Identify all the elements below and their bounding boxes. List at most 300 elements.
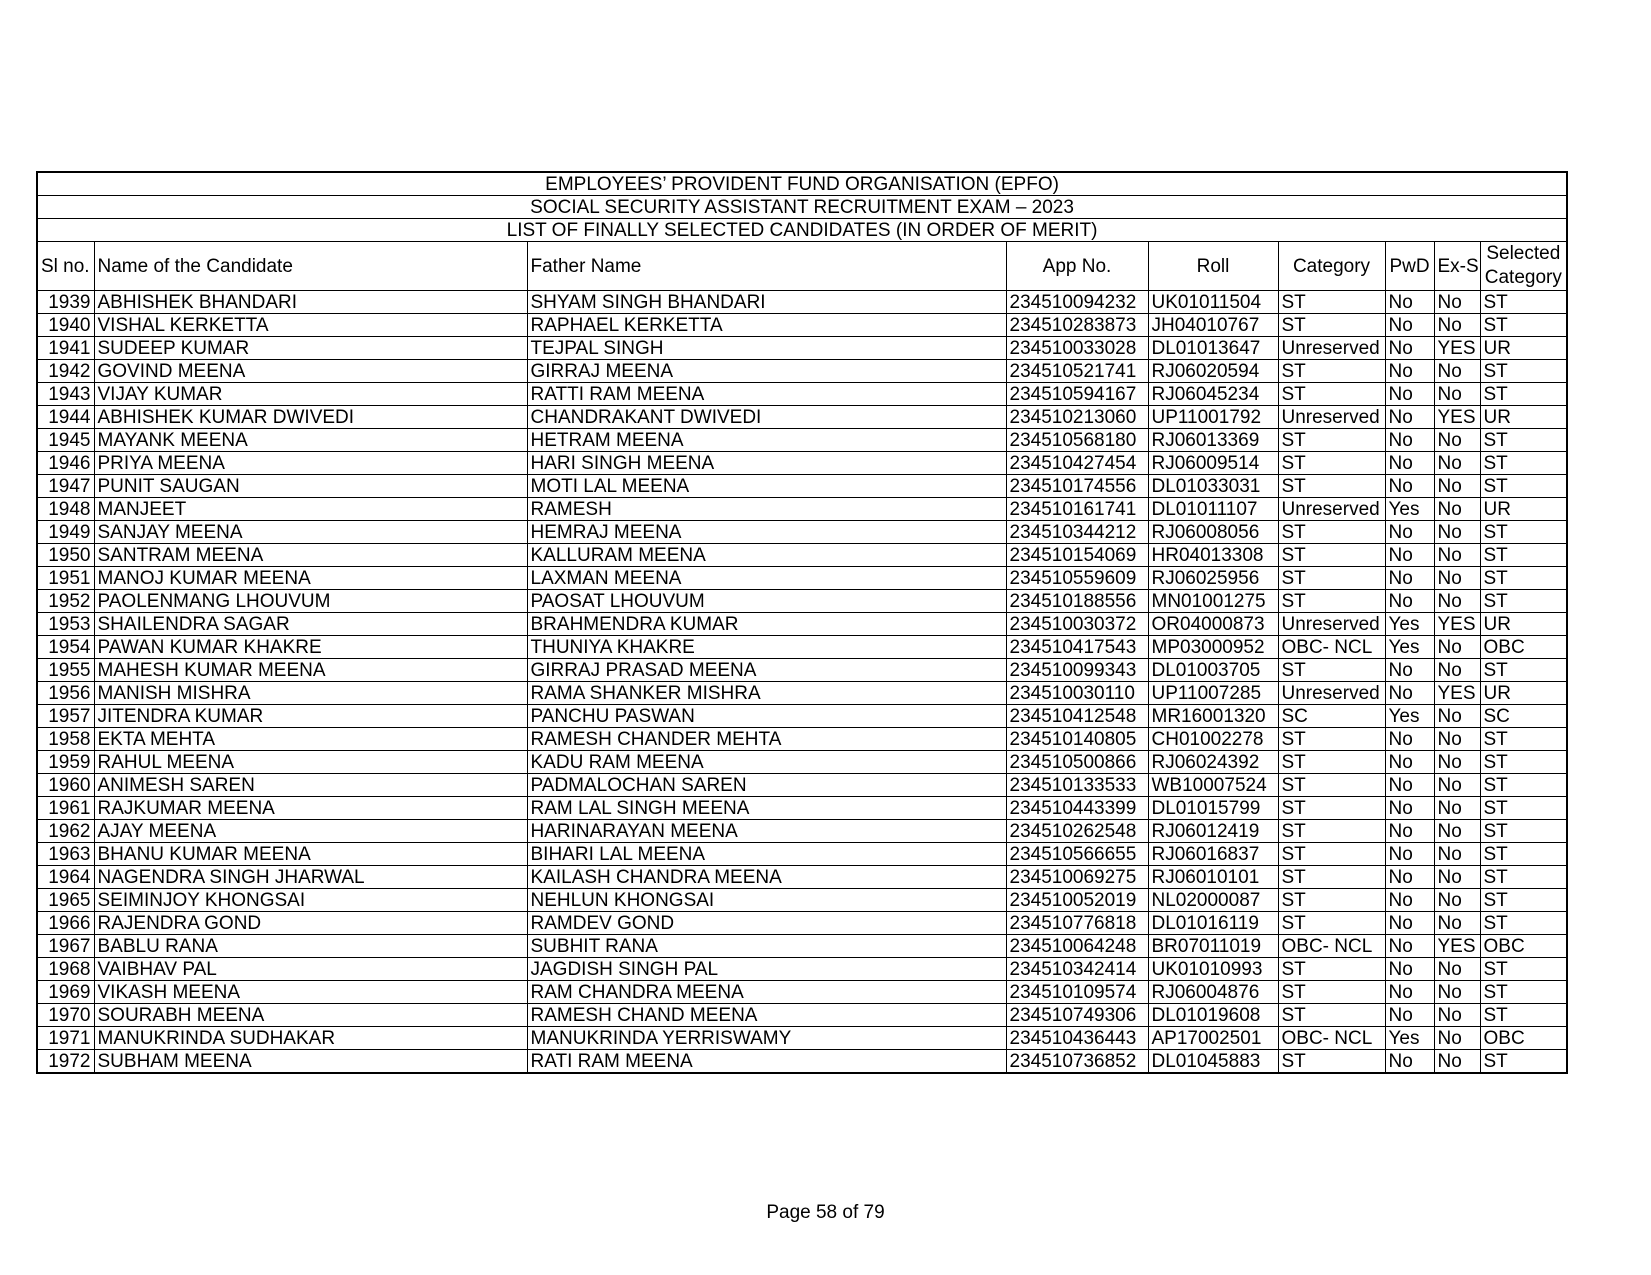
table-row: [37, 429, 1567, 452]
cell-ex-s: No: [1434, 475, 1480, 498]
cell-roll-no: HR04013308: [1148, 544, 1278, 567]
cell-ex-s: No: [1434, 429, 1480, 452]
cell-ex-s: No: [1434, 521, 1480, 544]
cell-category: ST: [1278, 521, 1385, 544]
cell-candidate-name: VAIBHAV PAL: [94, 958, 527, 981]
cell-father-name: RATI RAM MEENA: [527, 1050, 1006, 1074]
cell-app-no: 234510174556: [1006, 475, 1148, 498]
cell-father-name: GIRRAJ PRASAD MEENA: [527, 659, 1006, 682]
cell-pwd: No: [1385, 866, 1434, 889]
cell-category: ST: [1278, 475, 1385, 498]
cell-app-no: 234510566655: [1006, 843, 1148, 866]
cell-sl-no: 1971: [37, 1027, 94, 1050]
cell-selected-category: ST: [1480, 429, 1567, 452]
cell-category: ST: [1278, 452, 1385, 475]
cell-sl-no: 1954: [37, 636, 94, 659]
cell-ex-s: No: [1434, 912, 1480, 935]
cell-roll-no: DL01019608: [1148, 1004, 1278, 1027]
cell-roll-no: NL02000087: [1148, 889, 1278, 912]
table-row: [37, 567, 1567, 590]
cell-candidate-name: SANTRAM MEENA: [94, 544, 527, 567]
cell-sl-no: 1962: [37, 820, 94, 843]
cell-candidate-name: VISHAL KERKETTA: [94, 314, 527, 337]
cell-app-no: 234510427454: [1006, 452, 1148, 475]
cell-father-name: GIRRAJ MEENA: [527, 360, 1006, 383]
cell-category: Unreserved: [1278, 337, 1385, 360]
col-header-ex-s: Ex-S: [1434, 242, 1480, 291]
cell-ex-s: YES: [1434, 613, 1480, 636]
cell-app-no: 234510154069: [1006, 544, 1148, 567]
cell-category: Unreserved: [1278, 613, 1385, 636]
cell-roll-no: MN01001275: [1148, 590, 1278, 613]
cell-candidate-name: MANISH MISHRA: [94, 682, 527, 705]
cell-ex-s: No: [1434, 728, 1480, 751]
cell-ex-s: No: [1434, 498, 1480, 521]
cell-sl-no: 1961: [37, 797, 94, 820]
cell-category: ST: [1278, 383, 1385, 406]
cell-category: ST: [1278, 866, 1385, 889]
cell-app-no: 234510776818: [1006, 912, 1148, 935]
cell-ex-s: No: [1434, 1004, 1480, 1027]
cell-candidate-name: SUBHAM MEENA: [94, 1050, 527, 1074]
cell-app-no: 234510188556: [1006, 590, 1148, 613]
cell-candidate-name: PRIYA MEENA: [94, 452, 527, 475]
cell-sl-no: 1941: [37, 337, 94, 360]
cell-roll-no: RJ06016837: [1148, 843, 1278, 866]
cell-sl-no: 1966: [37, 912, 94, 935]
cell-roll-no: MR16001320: [1148, 705, 1278, 728]
cell-ex-s: YES: [1434, 406, 1480, 429]
cell-pwd: No: [1385, 337, 1434, 360]
cell-selected-category: ST: [1480, 843, 1567, 866]
cell-father-name: KADU RAM MEENA: [527, 751, 1006, 774]
cell-candidate-name: SHAILENDRA SAGAR: [94, 613, 527, 636]
cell-selected-category: ST: [1480, 659, 1567, 682]
cell-pwd: No: [1385, 544, 1434, 567]
selected-candidates-table: [36, 171, 1568, 1074]
cell-pwd: No: [1385, 889, 1434, 912]
cell-father-name: PANCHU PASWAN: [527, 705, 1006, 728]
table-row: [37, 843, 1567, 866]
cell-roll-no: UK01010993: [1148, 958, 1278, 981]
cell-father-name: RATTI RAM MEENA: [527, 383, 1006, 406]
cell-candidate-name: PUNIT SAUGAN: [94, 475, 527, 498]
cell-selected-category: UR: [1480, 337, 1567, 360]
cell-roll-no: UK01011504: [1148, 291, 1278, 314]
cell-app-no: 234510140805: [1006, 728, 1148, 751]
cell-app-no: 234510749306: [1006, 1004, 1148, 1027]
cell-candidate-name: EKTA MEHTA: [94, 728, 527, 751]
cell-pwd: Yes: [1385, 613, 1434, 636]
cell-sl-no: 1943: [37, 383, 94, 406]
cell-selected-category: ST: [1480, 912, 1567, 935]
cell-sl-no: 1946: [37, 452, 94, 475]
cell-father-name: NEHLUN KHONGSAI: [527, 889, 1006, 912]
cell-ex-s: No: [1434, 452, 1480, 475]
cell-father-name: CHANDRAKANT DWIVEDI: [527, 406, 1006, 429]
cell-ex-s: No: [1434, 567, 1480, 590]
table-row: [37, 866, 1567, 889]
table-row: [37, 291, 1567, 314]
cell-roll-no: DL01015799: [1148, 797, 1278, 820]
cell-candidate-name: ABHISHEK BHANDARI: [94, 291, 527, 314]
cell-selected-category: ST: [1480, 567, 1567, 590]
cell-father-name: JAGDISH SINGH PAL: [527, 958, 1006, 981]
cell-father-name: RAPHAEL KERKETTA: [527, 314, 1006, 337]
table-row: [37, 1050, 1567, 1074]
cell-pwd: No: [1385, 820, 1434, 843]
cell-candidate-name: MAYANK MEENA: [94, 429, 527, 452]
table-row: [37, 314, 1567, 337]
cell-pwd: No: [1385, 291, 1434, 314]
cell-selected-category: ST: [1480, 360, 1567, 383]
cell-selected-category: ST: [1480, 544, 1567, 567]
cell-selected-category: ST: [1480, 1050, 1567, 1074]
cell-roll-no: WB10007524: [1148, 774, 1278, 797]
cell-sl-no: 1965: [37, 889, 94, 912]
cell-ex-s: No: [1434, 1027, 1480, 1050]
col-header-name: Name of the Candidate: [94, 242, 527, 291]
table-row: [37, 958, 1567, 981]
cell-category: ST: [1278, 429, 1385, 452]
cell-pwd: No: [1385, 659, 1434, 682]
cell-pwd: No: [1385, 590, 1434, 613]
col-header-app-no: App No.: [1006, 242, 1148, 291]
cell-father-name: BRAHMENDRA KUMAR: [527, 613, 1006, 636]
cell-category: ST: [1278, 912, 1385, 935]
cell-father-name: LAXMAN MEENA: [527, 567, 1006, 590]
cell-pwd: No: [1385, 843, 1434, 866]
cell-roll-no: DL01045883: [1148, 1050, 1278, 1074]
cell-roll-no: RJ06012419: [1148, 820, 1278, 843]
cell-pwd: No: [1385, 935, 1434, 958]
cell-ex-s: No: [1434, 291, 1480, 314]
cell-sl-no: 1959: [37, 751, 94, 774]
cell-pwd: No: [1385, 682, 1434, 705]
cell-app-no: 234510344212: [1006, 521, 1148, 544]
cell-selected-category: UR: [1480, 406, 1567, 429]
cell-candidate-name: SOURABH MEENA: [94, 1004, 527, 1027]
cell-app-no: 234510436443: [1006, 1027, 1148, 1050]
cell-selected-category: ST: [1480, 797, 1567, 820]
cell-father-name: BIHARI LAL MEENA: [527, 843, 1006, 866]
cell-candidate-name: NAGENDRA SINGH JHARWAL: [94, 866, 527, 889]
title-list: LIST OF FINALLY SELECTED CANDIDATES (IN ORDER OF MERIT): [37, 219, 1567, 242]
cell-father-name: RAMESH CHANDER MEHTA: [527, 728, 1006, 751]
cell-selected-category: ST: [1480, 475, 1567, 498]
cell-selected-category: ST: [1480, 866, 1567, 889]
cell-candidate-name: JITENDRA KUMAR: [94, 705, 527, 728]
table-row: [37, 590, 1567, 613]
cell-category: OBC- NCL: [1278, 935, 1385, 958]
cell-ex-s: No: [1434, 659, 1480, 682]
cell-candidate-name: RAJKUMAR MEENA: [94, 797, 527, 820]
cell-selected-category: SC: [1480, 705, 1567, 728]
cell-father-name: KAILASH CHANDRA MEENA: [527, 866, 1006, 889]
cell-sl-no: 1948: [37, 498, 94, 521]
cell-app-no: 234510030372: [1006, 613, 1148, 636]
cell-pwd: No: [1385, 797, 1434, 820]
cell-roll-no: RJ06045234: [1148, 383, 1278, 406]
cell-ex-s: No: [1434, 866, 1480, 889]
cell-pwd: No: [1385, 728, 1434, 751]
cell-selected-category: OBC: [1480, 636, 1567, 659]
cell-ex-s: No: [1434, 1050, 1480, 1074]
cell-sl-no: 1958: [37, 728, 94, 751]
cell-sl-no: 1944: [37, 406, 94, 429]
cell-candidate-name: MAHESH KUMAR MEENA: [94, 659, 527, 682]
cell-ex-s: No: [1434, 751, 1480, 774]
cell-sl-no: 1970: [37, 1004, 94, 1027]
table-row: [37, 682, 1567, 705]
cell-roll-no: AP17002501: [1148, 1027, 1278, 1050]
table-row: [37, 360, 1567, 383]
cell-selected-category: UR: [1480, 498, 1567, 521]
cell-ex-s: No: [1434, 774, 1480, 797]
cell-ex-s: No: [1434, 843, 1480, 866]
cell-selected-category: ST: [1480, 774, 1567, 797]
cell-father-name: HARINARAYAN MEENA: [527, 820, 1006, 843]
cell-father-name: TEJPAL SINGH: [527, 337, 1006, 360]
cell-sl-no: 1940: [37, 314, 94, 337]
cell-app-no: 234510521741: [1006, 360, 1148, 383]
table-row: [37, 935, 1567, 958]
cell-category: ST: [1278, 360, 1385, 383]
cell-category: Unreserved: [1278, 682, 1385, 705]
cell-app-no: 234510094232: [1006, 291, 1148, 314]
cell-roll-no: CH01002278: [1148, 728, 1278, 751]
cell-category: ST: [1278, 1004, 1385, 1027]
cell-roll-no: UP11001792: [1148, 406, 1278, 429]
cell-roll-no: RJ06013369: [1148, 429, 1278, 452]
cell-roll-no: RJ06009514: [1148, 452, 1278, 475]
cell-selected-category: ST: [1480, 981, 1567, 1004]
cell-app-no: 234510213060: [1006, 406, 1148, 429]
cell-father-name: SHYAM SINGH BHANDARI: [527, 291, 1006, 314]
cell-sl-no: 1967: [37, 935, 94, 958]
cell-candidate-name: PAOLENMANG LHOUVUM: [94, 590, 527, 613]
table-row: [37, 981, 1567, 1004]
cell-selected-category: ST: [1480, 452, 1567, 475]
cell-roll-no: BR07011019: [1148, 935, 1278, 958]
cell-ex-s: No: [1434, 383, 1480, 406]
cell-roll-no: DL01033031: [1148, 475, 1278, 498]
cell-father-name: HETRAM MEENA: [527, 429, 1006, 452]
cell-ex-s: No: [1434, 705, 1480, 728]
table-row: [37, 1027, 1567, 1050]
table-row: [37, 475, 1567, 498]
cell-roll-no: MP03000952: [1148, 636, 1278, 659]
cell-sl-no: 1956: [37, 682, 94, 705]
cell-app-no: 234510594167: [1006, 383, 1148, 406]
cell-sl-no: 1957: [37, 705, 94, 728]
cell-roll-no: RJ06020594: [1148, 360, 1278, 383]
cell-category: Unreserved: [1278, 498, 1385, 521]
cell-category: ST: [1278, 544, 1385, 567]
cell-selected-category: ST: [1480, 383, 1567, 406]
cell-app-no: 234510099343: [1006, 659, 1148, 682]
cell-father-name: PADMALOCHAN SAREN: [527, 774, 1006, 797]
table-row: [37, 889, 1567, 912]
cell-category: ST: [1278, 659, 1385, 682]
cell-app-no: 234510262548: [1006, 820, 1148, 843]
cell-father-name: RAM LAL SINGH MEENA: [527, 797, 1006, 820]
cell-roll-no: DL01013647: [1148, 337, 1278, 360]
cell-category: ST: [1278, 820, 1385, 843]
col-header-selected-category: Selected Category: [1480, 242, 1567, 291]
table-row: [37, 728, 1567, 751]
cell-roll-no: OR04000873: [1148, 613, 1278, 636]
cell-app-no: 234510736852: [1006, 1050, 1148, 1074]
cell-ex-s: No: [1434, 360, 1480, 383]
table-row: [37, 774, 1567, 797]
cell-candidate-name: VIKASH MEENA: [94, 981, 527, 1004]
cell-father-name: RAMA SHANKER MISHRA: [527, 682, 1006, 705]
cell-ex-s: No: [1434, 797, 1480, 820]
cell-selected-category: UR: [1480, 682, 1567, 705]
cell-category: ST: [1278, 291, 1385, 314]
cell-selected-category: ST: [1480, 314, 1567, 337]
cell-pwd: No: [1385, 429, 1434, 452]
cell-ex-s: YES: [1434, 682, 1480, 705]
cell-roll-no: RJ06024392: [1148, 751, 1278, 774]
col-header-pwd: PwD: [1385, 242, 1434, 291]
cell-category: ST: [1278, 774, 1385, 797]
cell-pwd: No: [1385, 774, 1434, 797]
cell-father-name: RAMDEV GOND: [527, 912, 1006, 935]
cell-candidate-name: SANJAY MEENA: [94, 521, 527, 544]
col-header-sl: Sl no.: [37, 242, 94, 291]
cell-candidate-name: AJAY MEENA: [94, 820, 527, 843]
cell-category: ST: [1278, 1050, 1385, 1074]
column-header-row: [37, 242, 1567, 291]
cell-sl-no: 1968: [37, 958, 94, 981]
cell-sl-no: 1953: [37, 613, 94, 636]
cell-candidate-name: PAWAN KUMAR KHAKRE: [94, 636, 527, 659]
cell-selected-category: ST: [1480, 889, 1567, 912]
cell-app-no: 234510069275: [1006, 866, 1148, 889]
cell-candidate-name: SUDEEP KUMAR: [94, 337, 527, 360]
table-row: [37, 521, 1567, 544]
table-row: [37, 820, 1567, 843]
cell-roll-no: RJ06010101: [1148, 866, 1278, 889]
cell-candidate-name: ABHISHEK KUMAR DWIVEDI: [94, 406, 527, 429]
cell-category: ST: [1278, 843, 1385, 866]
cell-category: ST: [1278, 567, 1385, 590]
cell-pwd: No: [1385, 751, 1434, 774]
cell-sl-no: 1951: [37, 567, 94, 590]
cell-category: ST: [1278, 751, 1385, 774]
cell-roll-no: JH04010767: [1148, 314, 1278, 337]
cell-candidate-name: RAHUL MEENA: [94, 751, 527, 774]
col-header-father: Father Name: [527, 242, 1006, 291]
cell-sl-no: 1950: [37, 544, 94, 567]
cell-candidate-name: ANIMESH SAREN: [94, 774, 527, 797]
cell-pwd: No: [1385, 521, 1434, 544]
table-row: [37, 636, 1567, 659]
cell-roll-no: RJ06008056: [1148, 521, 1278, 544]
cell-sl-no: 1972: [37, 1050, 94, 1074]
table-row: [37, 797, 1567, 820]
cell-pwd: No: [1385, 360, 1434, 383]
cell-pwd: No: [1385, 475, 1434, 498]
cell-ex-s: No: [1434, 889, 1480, 912]
cell-app-no: 234510500866: [1006, 751, 1148, 774]
cell-app-no: 234510030110: [1006, 682, 1148, 705]
cell-sl-no: 1952: [37, 590, 94, 613]
cell-pwd: No: [1385, 406, 1434, 429]
cell-roll-no: RJ06004876: [1148, 981, 1278, 1004]
cell-sl-no: 1947: [37, 475, 94, 498]
cell-pwd: No: [1385, 567, 1434, 590]
table-row: [37, 406, 1567, 429]
cell-roll-no: DL01003705: [1148, 659, 1278, 682]
cell-father-name: THUNIYA KHAKRE: [527, 636, 1006, 659]
cell-category: ST: [1278, 889, 1385, 912]
cell-app-no: 234510568180: [1006, 429, 1148, 452]
cell-ex-s: YES: [1434, 337, 1480, 360]
table-row: [37, 452, 1567, 475]
table-row: [37, 498, 1567, 521]
cell-app-no: 234510109574: [1006, 981, 1148, 1004]
cell-pwd: Yes: [1385, 498, 1434, 521]
cell-ex-s: No: [1434, 636, 1480, 659]
cell-father-name: MOTI LAL MEENA: [527, 475, 1006, 498]
col-header-category: Category: [1278, 242, 1385, 291]
cell-app-no: 234510417543: [1006, 636, 1148, 659]
cell-father-name: RAMESH: [527, 498, 1006, 521]
cell-app-no: 234510283873: [1006, 314, 1148, 337]
cell-selected-category: OBC: [1480, 935, 1567, 958]
cell-category: ST: [1278, 728, 1385, 751]
cell-sl-no: 1963: [37, 843, 94, 866]
cell-father-name: HEMRAJ MEENA: [527, 521, 1006, 544]
cell-candidate-name: MANJEET: [94, 498, 527, 521]
cell-selected-category: ST: [1480, 751, 1567, 774]
title-exam: SOCIAL SECURITY ASSISTANT RECRUITMENT EXAM – 2023: [37, 196, 1567, 219]
cell-app-no: 234510559609: [1006, 567, 1148, 590]
cell-category: ST: [1278, 981, 1385, 1004]
cell-selected-category: ST: [1480, 521, 1567, 544]
cell-father-name: PAOSAT LHOUVUM: [527, 590, 1006, 613]
cell-app-no: 234510033028: [1006, 337, 1148, 360]
table-row: [37, 1004, 1567, 1027]
cell-sl-no: 1964: [37, 866, 94, 889]
cell-ex-s: YES: [1434, 935, 1480, 958]
cell-pwd: No: [1385, 452, 1434, 475]
cell-father-name: KALLURAM MEENA: [527, 544, 1006, 567]
cell-selected-category: UR: [1480, 613, 1567, 636]
cell-sl-no: 1955: [37, 659, 94, 682]
cell-category: ST: [1278, 314, 1385, 337]
cell-ex-s: No: [1434, 314, 1480, 337]
cell-roll-no: DL01016119: [1148, 912, 1278, 935]
cell-candidate-name: RAJENDRA GOND: [94, 912, 527, 935]
cell-selected-category: ST: [1480, 958, 1567, 981]
cell-candidate-name: BHANU KUMAR MEENA: [94, 843, 527, 866]
cell-category: SC: [1278, 705, 1385, 728]
table-row: [37, 705, 1567, 728]
cell-father-name: MANUKRINDA YERRISWAMY: [527, 1027, 1006, 1050]
cell-pwd: No: [1385, 958, 1434, 981]
cell-roll-no: RJ06025956: [1148, 567, 1278, 590]
cell-category: OBC- NCL: [1278, 636, 1385, 659]
cell-father-name: SUBHIT RANA: [527, 935, 1006, 958]
cell-app-no: 234510412548: [1006, 705, 1148, 728]
cell-category: ST: [1278, 797, 1385, 820]
cell-sl-no: 1969: [37, 981, 94, 1004]
cell-candidate-name: BABLU RANA: [94, 935, 527, 958]
